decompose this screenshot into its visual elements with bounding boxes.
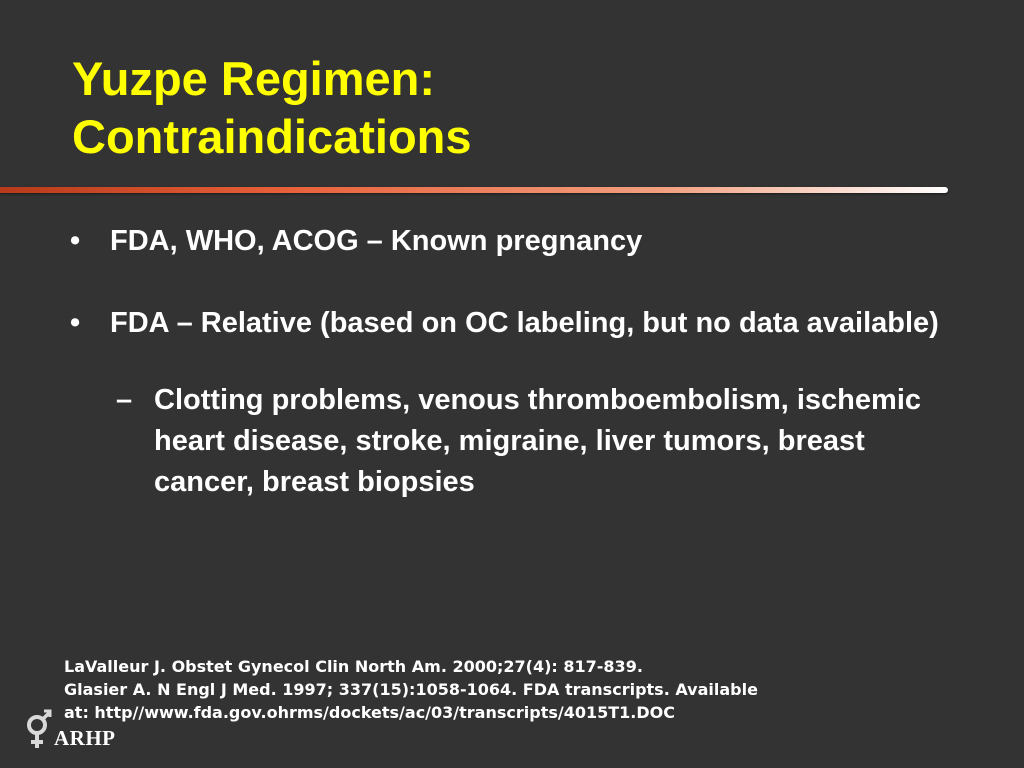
title-line-1: Yuzpe Regimen: bbox=[72, 52, 436, 105]
bullet-item bbox=[70, 304, 950, 342]
bullet-text: FDA, WHO, ACOG – Known pregnancy bbox=[110, 225, 643, 257]
bullet-list bbox=[70, 222, 950, 503]
bullet-marker: • bbox=[70, 307, 81, 339]
sub-bullet-marker: – bbox=[116, 384, 133, 416]
gender-symbol-icon bbox=[22, 708, 52, 752]
reference-line: LaValleur J. Obstet Gynecol Clin North Am. 2000;27(4): 817-839. bbox=[64, 657, 643, 676]
title-line-2: Contraindications bbox=[72, 110, 472, 163]
logo-text: ARHP bbox=[54, 726, 116, 750]
reference-line: Glasier A. N Engl J Med. 1997; 337(15):1058-1064. FDA transcripts. Available bbox=[64, 680, 758, 699]
title-divider bbox=[0, 187, 948, 193]
slide-title bbox=[72, 50, 952, 166]
sub-bullet-text: Clotting problems, venous thromboembolism, ischemic heart disease, stroke, migraine, liver tumors, breast cancer, breast biopsies bbox=[154, 384, 921, 498]
arhp-logo bbox=[22, 708, 132, 756]
sub-bullet-item bbox=[70, 380, 950, 503]
reference-line: at: http//www.fda.gov.ohrms/dockets/ac/03/transcripts/4015T1.DOC bbox=[64, 703, 675, 722]
bullet-text: FDA – Relative (based on OC labeling, but no data available) bbox=[110, 307, 939, 339]
bullet-item bbox=[70, 222, 950, 260]
references bbox=[64, 655, 994, 724]
bullet-marker: • bbox=[70, 225, 81, 257]
